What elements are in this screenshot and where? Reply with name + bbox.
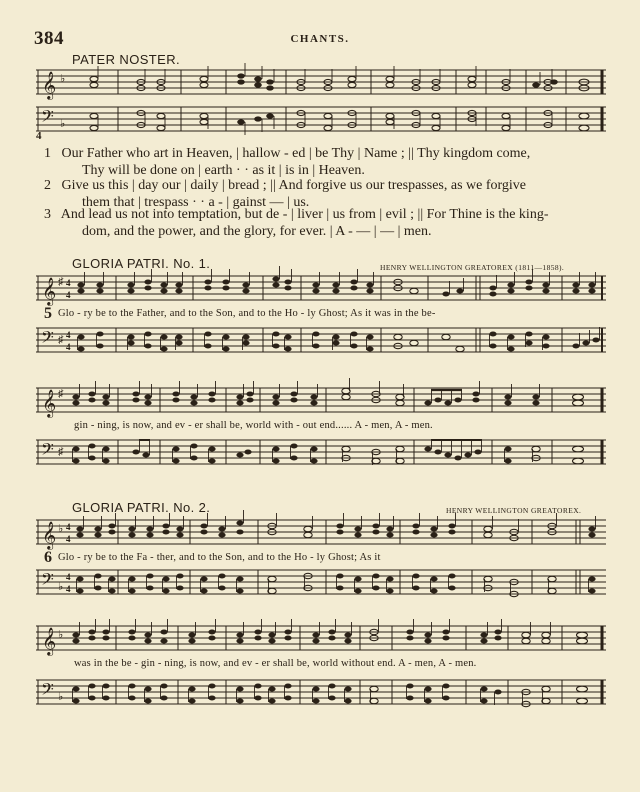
gloria-2-bass-staff-1 xyxy=(36,566,608,600)
svg-text:𝄞: 𝄞 xyxy=(42,521,57,549)
svg-text:♭: ♭ xyxy=(58,581,64,593)
note-heads xyxy=(77,277,595,297)
gloria-2-lyrics-line-1: Glo - ry be to the Fa - ther, and to the Son, and to the Ho - ly Ghost; As it xyxy=(58,552,381,563)
music-staff-graphic xyxy=(36,622,608,656)
svg-text:♯: ♯ xyxy=(58,446,64,458)
svg-text:𝄢: 𝄢 xyxy=(41,327,54,351)
gloria-2-composer: HENRY WELLINGTON GREATOREX. xyxy=(446,506,582,515)
gloria-2-lyrics-line-2: was in the be - gin - ning, is now, and ev - er shall be, world without end. A - men, A - men. xyxy=(74,658,477,669)
svg-text:4: 4 xyxy=(66,572,71,582)
svg-text:4: 4 xyxy=(66,330,71,340)
gloria-2-title: GLORIA PATRI. No. 2. xyxy=(72,500,211,515)
svg-text:♯: ♯ xyxy=(58,276,64,288)
svg-text:4: 4 xyxy=(66,522,71,532)
music-staff-graphic xyxy=(36,516,608,550)
verse-line: And lead us not into temptation, but de - | liver | us from | evil ; || For Thine is the king- xyxy=(60,207,549,222)
svg-text:𝄞: 𝄞 xyxy=(42,277,57,305)
svg-text:𝄢: 𝄢 xyxy=(41,569,54,593)
music-staff-graphic xyxy=(36,66,608,100)
svg-text:♭: ♭ xyxy=(60,118,66,130)
gloria-2-treble-staff-2 xyxy=(36,622,608,656)
verse-number: 1 xyxy=(44,146,51,161)
page-number: 384 xyxy=(34,28,64,49)
pater-noster-treble-staff xyxy=(36,66,608,100)
verse-number: 3 xyxy=(44,207,51,222)
verse-1 xyxy=(44,146,610,179)
svg-text:♯: ♯ xyxy=(58,388,64,400)
svg-text:𝄞: 𝄞 xyxy=(42,71,57,99)
svg-text:𝄢: 𝄢 xyxy=(41,679,54,703)
gloria-1-lyrics-line-1: Glo - ry be to the Father, and to the Son, and to the Ho - ly Ghost; As it was in the be- xyxy=(58,308,436,319)
svg-text:♭: ♭ xyxy=(58,691,64,703)
music-staff-graphic xyxy=(36,384,608,418)
svg-text:♭: ♭ xyxy=(58,629,64,641)
verse-line-continued: dom, and the power, and the glory, for ever. | A - — | — | men. xyxy=(82,223,432,239)
music-staff-graphic xyxy=(36,103,608,137)
gloria-2-bass-staff-2 xyxy=(36,676,608,710)
verse-line: Our Father who art in Heaven, | hallow - ed | be Thy | Name ; || Thy kingdom come, xyxy=(61,146,531,161)
gloria-1-treble-staff-1 xyxy=(36,272,608,306)
verse-number: 2 xyxy=(44,178,51,193)
music-staff-graphic xyxy=(36,676,608,710)
svg-text:4: 4 xyxy=(66,342,71,352)
svg-text:𝄞: 𝄞 xyxy=(42,389,57,417)
gloria-1-composer: HENRY WELLINGTON GREATOREX (1811—1858). xyxy=(380,263,565,272)
gloria-1-bass-staff-2 xyxy=(36,436,608,470)
gloria-1-bass-staff-1 xyxy=(36,324,608,358)
verse-line-continued: them that | trespass · · a - | gainst — | us. xyxy=(82,194,310,210)
running-head: CHANTS. xyxy=(290,33,350,45)
verse-line: Give us this | day our | daily | bread ; || And forgive us our trespasses, as we forgive xyxy=(61,178,527,193)
svg-text:4: 4 xyxy=(66,534,71,544)
pater-noster-title: PATER NOSTER. xyxy=(72,52,181,67)
gloria-1-treble-staff-2 xyxy=(36,384,608,418)
gloria-2-verse-number: 6 xyxy=(44,549,52,566)
music-staff-graphic xyxy=(36,566,608,600)
music-staff-graphic xyxy=(36,324,608,358)
verse-line-continued: Thy will be done on | earth · · as it | is in | Heaven. xyxy=(82,162,365,178)
svg-text:♯: ♯ xyxy=(58,334,64,346)
svg-text:4: 4 xyxy=(66,584,71,594)
svg-text:4: 4 xyxy=(66,290,71,300)
svg-text:♭: ♭ xyxy=(58,523,64,535)
music-staff-graphic xyxy=(36,436,608,470)
svg-text:♭: ♭ xyxy=(60,73,66,85)
verse-3 xyxy=(44,207,610,240)
gloria-1-lyrics-line-2: gin - ning, is now, and ev - er shall be, world with - out end...... A - men, A - men. xyxy=(74,420,433,431)
svg-text:𝄢: 𝄢 xyxy=(41,439,54,463)
svg-text:𝄢: 𝄢 xyxy=(41,106,54,130)
gloria-2-treble-staff-1 xyxy=(36,516,608,550)
gloria-1-title: GLORIA PATRI. No. 1. xyxy=(72,256,211,271)
gloria-1-verse-number: 5 xyxy=(44,305,52,322)
pater-noster-bass-staff xyxy=(36,103,608,137)
chant-marker: 4 xyxy=(36,130,42,142)
svg-text:𝄞: 𝄞 xyxy=(42,627,57,655)
music-staff-graphic xyxy=(36,272,608,306)
svg-text:4: 4 xyxy=(66,278,71,288)
